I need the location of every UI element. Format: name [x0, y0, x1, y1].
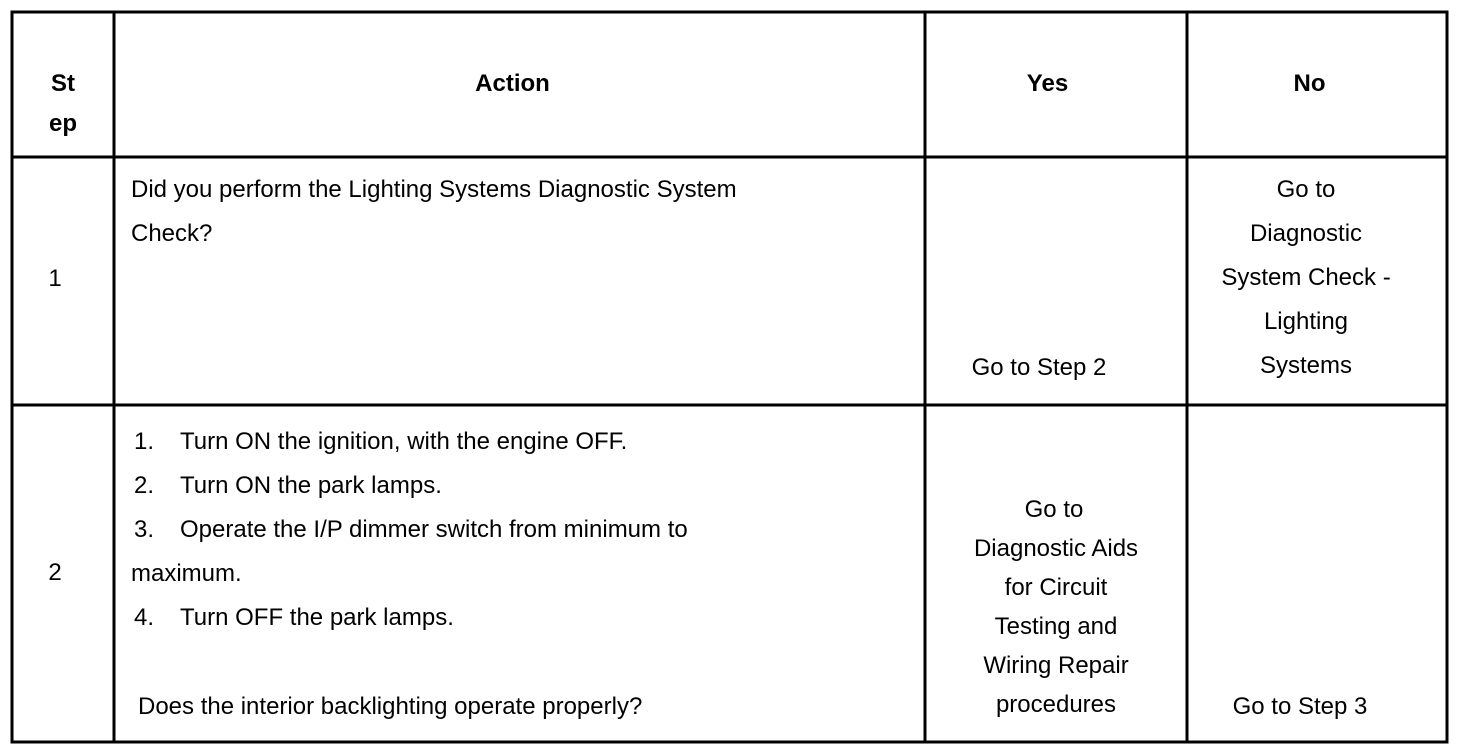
row1-action	[131, 168, 737, 256]
row2-no: Go to Step 3	[1232, 693, 1368, 720]
header-step-line2: ep	[48, 110, 77, 137]
list-item-continuation	[131, 552, 688, 596]
row2-yes-line1: Go to	[1024, 496, 1084, 523]
row1-no-line5: Systems	[1259, 352, 1352, 379]
list-item	[134, 508, 688, 552]
header-step-line1: St	[51, 70, 75, 97]
row2-yes-line6: procedures	[995, 691, 1117, 718]
row2-action-question: Does the interior backlighting operate properly?	[138, 693, 643, 720]
row1-yes: Go to Step 2	[971, 354, 1107, 381]
row1-action-line1: Did you perform the Lighting Systems Diagnostic System	[131, 176, 737, 203]
list-item-number: 3.	[134, 516, 155, 543]
row1-no-line1: Go to	[1276, 176, 1336, 203]
list-item-text: Operate the I/P dimmer switch from minimum to	[180, 516, 688, 543]
row1-action-line2: Check?	[131, 220, 213, 247]
header-step	[12, 64, 114, 144]
list-item-number: 4.	[134, 604, 155, 631]
header-no: No	[1293, 70, 1326, 97]
row1-step: 1	[48, 265, 62, 292]
header-action: Action	[475, 70, 550, 97]
row2-yes-line5: Wiring Repair	[983, 652, 1129, 679]
row2-yes-line3: for Circuit	[1004, 574, 1108, 601]
row2-yes-line4: Testing and	[994, 613, 1118, 640]
list-item-text: Turn ON the ignition, with the engine OFF.	[180, 428, 628, 455]
header-yes: Yes	[1026, 70, 1069, 97]
row2-yes	[925, 490, 1187, 724]
row1-no-line2: Diagnostic	[1249, 220, 1363, 247]
list-item-text: maximum.	[131, 560, 242, 587]
list-item-number: 1.	[134, 428, 155, 455]
list-item-number: 2.	[134, 472, 155, 499]
row1-no-line3: System Check -	[1221, 264, 1391, 291]
list-item	[134, 596, 688, 640]
list-item-text: Turn OFF the park lamps.	[180, 604, 454, 631]
row2-yes-line2: Diagnostic Aids	[973, 535, 1139, 562]
row1-no	[1187, 168, 1425, 388]
row2-step: 2	[48, 559, 62, 586]
row1-no-line4: Lighting	[1263, 308, 1349, 335]
list-item-text: Turn ON the park lamps.	[180, 472, 442, 499]
row2-action-list	[131, 420, 688, 640]
list-item	[134, 420, 688, 464]
list-item	[134, 464, 688, 508]
